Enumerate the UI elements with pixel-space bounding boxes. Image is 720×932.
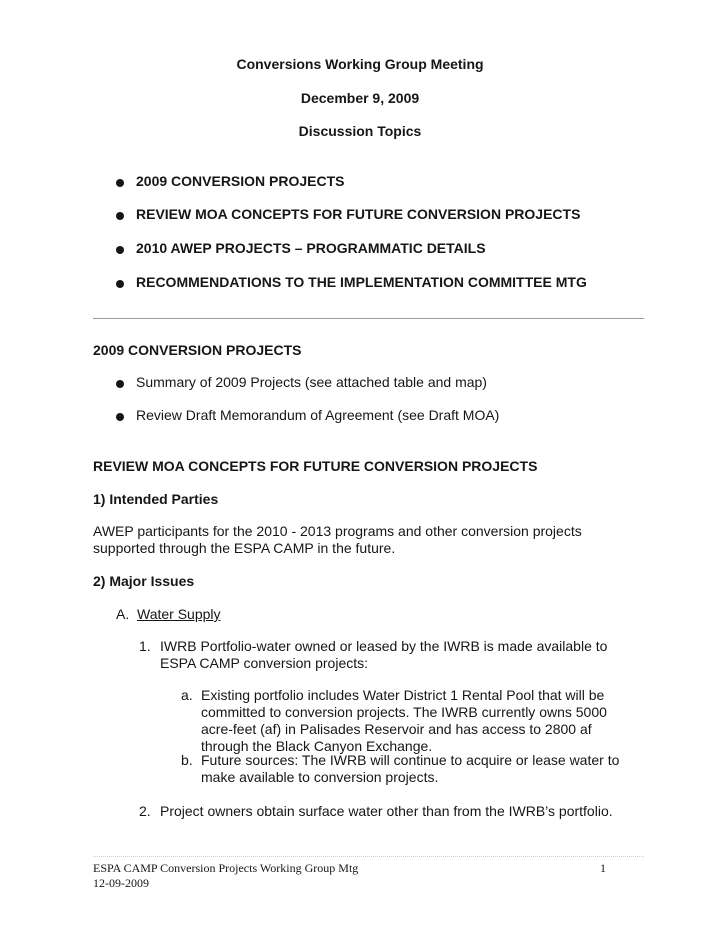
subheading-major-issues: 2) Major Issues [93,573,195,589]
sub-heading-water-supply: Water Supply [137,606,221,622]
footer-divider [93,856,644,857]
agenda-item: REVIEW MOA CONCEPTS FOR FUTURE CONVERSION PROJECTS [136,206,581,222]
subheading-intended-parties: 1) Intended Parties [93,491,219,507]
agenda-item: 2010 AWEP PROJECTS – PROGRAMMATIC DETAILS [136,240,486,256]
list-item-existing-portfolio: Existing portfolio includes Water District 1 Rental Pool that will be committed to conversion projects. The IWRB currently owns 5000 acre-feet (af) in Palisades Reservoir and has access to 2800 af through the Black Canyon Exchange. [201,687,607,754]
bullet-icon [116,413,124,421]
sub-label-a: A. [116,606,130,622]
section-heading-moa-concepts: REVIEW MOA CONCEPTS FOR FUTURE CONVERSION PROJECTS [93,458,538,474]
intended-parties-text: AWEP participants for the 2010 - 2013 programs and other conversion projects supported through the ESPA CAMP in the future. [93,523,582,556]
list-item-future-sources: Future sources: The IWRB will continue to acquire or lease water to make available to conversion projects. [201,752,620,785]
list-item: Review Draft Memorandum of Agreement (see Draft MOA) [136,407,500,423]
footer-title: ESPA CAMP Conversion Projects Working Group Mtg [93,861,359,875]
bullet-icon [116,179,124,187]
bullet-icon [116,380,124,388]
page-number: 1 [600,861,606,875]
bullet-icon [116,280,124,288]
meeting-date: December 9, 2009 [300,90,420,106]
agenda-item: RECOMMENDATIONS TO THE IMPLEMENTATION COMMITTEE MTG [136,274,587,290]
list-item-project-owners: Project owners obtain surface water other than from the IWRB’s portfolio. [160,803,613,819]
section-divider [93,318,644,319]
document-subtitle: Discussion Topics [298,123,422,139]
list-number: 2. [139,803,151,819]
list-item-iwrb-portfolio: IWRB Portfolio-water owned or leased by the IWRB is made available to ESPA CAMP conversion projects: [160,638,608,671]
section-heading-2009-projects: 2009 CONVERSION PROJECTS [93,342,302,358]
bullet-icon [116,246,124,254]
list-item: Summary of 2009 Projects (see attached table and map) [136,374,487,390]
list-number: 1. [139,638,151,654]
list-letter: a. [181,687,193,703]
document-title: Conversions Working Group Meeting [236,56,484,72]
bullet-icon [116,212,124,220]
list-letter: b. [181,752,193,768]
footer-date: 12-09-2009 [93,876,149,890]
agenda-item: 2009 CONVERSION PROJECTS [136,173,345,189]
